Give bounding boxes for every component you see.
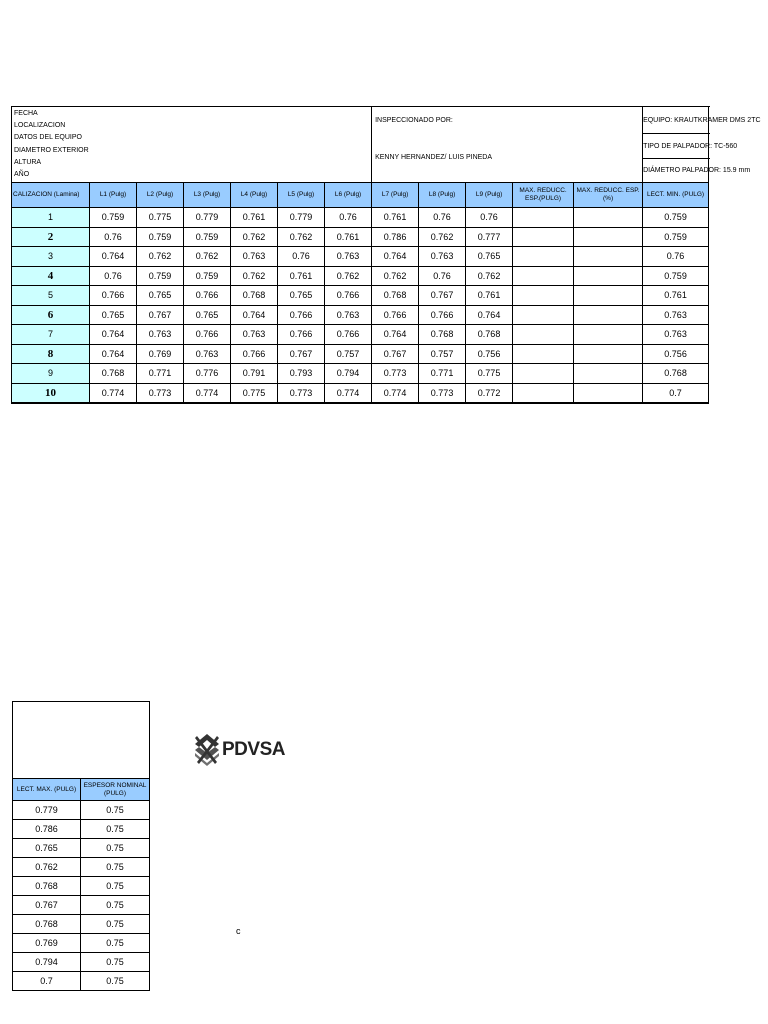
table-cell: 0.757	[325, 344, 372, 364]
pdvsa-logo-text: PDVSA	[222, 739, 285, 760]
table-cell: 0.775	[231, 383, 278, 403]
table-cell: 0.762	[137, 247, 184, 267]
column-header: L1 (Pulg)	[90, 183, 137, 208]
table-cell: 0.773	[372, 364, 419, 384]
table-cell: 0.76	[278, 247, 325, 267]
lower-table-row	[13, 896, 150, 915]
table-cell: 0.76	[90, 227, 137, 247]
lower-table-cell: 0.762	[13, 858, 81, 877]
table-cell: 0.766	[372, 305, 419, 325]
lower-table-cell: 0.75	[81, 953, 150, 972]
table-row	[12, 383, 709, 403]
table-cell: 0.759	[643, 208, 709, 228]
table-cell	[513, 208, 574, 228]
table-cell: 0.759	[643, 266, 709, 286]
table-cell: 0.768	[643, 364, 709, 384]
column-header: L9 (Pulg)	[466, 183, 513, 208]
lower-table-row	[13, 934, 150, 953]
table-cell	[513, 247, 574, 267]
table-cell	[513, 383, 574, 403]
table-cell: 0.766	[278, 305, 325, 325]
lower-table-cell: 0.769	[13, 934, 81, 953]
table-cell: 0.766	[325, 286, 372, 306]
table-cell: 0.764	[466, 305, 513, 325]
table-cell	[513, 286, 574, 306]
table-cell: 0.768	[372, 286, 419, 306]
column-header: L2 (Pulg)	[137, 183, 184, 208]
pdvsa-logo-icon	[195, 734, 219, 766]
table-cell	[513, 364, 574, 384]
lower-column-header: ESPESOR NOMINAL (PULG)	[81, 779, 150, 801]
table-cell: 0.76	[419, 208, 466, 228]
table-cell: 0.766	[184, 325, 231, 345]
label-diametro-exterior: DIAMETRO EXTERIOR	[14, 146, 89, 154]
table-cell: 0.767	[278, 344, 325, 364]
lower-table-row	[13, 801, 150, 820]
table-cell: 0.757	[419, 344, 466, 364]
table-cell: 0.7	[643, 383, 709, 403]
table-cell: 0.777	[466, 227, 513, 247]
table-cell: 0.776	[184, 364, 231, 384]
inspectors-names: KENNY HERNANDEZ/ LUIS PINEDA	[372, 134, 643, 183]
table-cell: 0.774	[372, 383, 419, 403]
table-row	[12, 305, 709, 325]
table-cell	[513, 305, 574, 325]
table-cell: 0.794	[325, 364, 372, 384]
table-cell: 0.775	[137, 208, 184, 228]
table-cell: 0.76	[90, 266, 137, 286]
lower-table-cell: 0.767	[13, 896, 81, 915]
lower-table-cell: 0.768	[13, 915, 81, 934]
table-row	[12, 325, 709, 345]
table-cell: 0.767	[137, 305, 184, 325]
table-row	[12, 247, 709, 267]
table-cell: 0.761	[643, 286, 709, 306]
row-index-cell: 10	[12, 383, 90, 403]
table-cell: 0.761	[278, 266, 325, 286]
table-cell: 0.769	[137, 344, 184, 364]
table-cell: 0.779	[184, 208, 231, 228]
stray-text: c	[236, 926, 241, 936]
table-cell: 0.766	[325, 325, 372, 345]
table-cell: 0.762	[419, 227, 466, 247]
table-cell: 0.762	[231, 227, 278, 247]
table-cell: 0.756	[643, 344, 709, 364]
row-index-cell: 3	[12, 247, 90, 267]
table-cell: 0.763	[137, 325, 184, 345]
table-cell: 0.763	[643, 305, 709, 325]
table-cell: 0.773	[137, 383, 184, 403]
table-cell	[574, 208, 643, 228]
table-cell: 0.774	[325, 383, 372, 403]
table-row	[12, 364, 709, 384]
row-index-cell: 9	[12, 364, 90, 384]
table-cell	[574, 325, 643, 345]
probe-diameter-label: DIÁMETRO PALPADOR: 15.9 mm	[643, 159, 709, 183]
table-cell: 0.759	[184, 227, 231, 247]
label-datos-equipo: DATOS DEL EQUIPO	[14, 134, 82, 142]
column-header: L5 (Pulg)	[278, 183, 325, 208]
max-reading-table	[12, 701, 150, 991]
table-cell: 0.772	[466, 383, 513, 403]
table-cell	[574, 364, 643, 384]
table-cell: 0.786	[372, 227, 419, 247]
lower-table-cell: 0.765	[13, 839, 81, 858]
table-cell: 0.768	[466, 325, 513, 345]
table-cell: 0.761	[372, 208, 419, 228]
table-cell: 0.773	[419, 383, 466, 403]
table-cell: 0.764	[90, 344, 137, 364]
lower-column-header: LECT. MAX. (PULG)	[13, 779, 81, 801]
table-cell	[574, 305, 643, 325]
lower-table-row	[13, 877, 150, 896]
table-cell: 0.768	[90, 364, 137, 384]
table-cell: 0.76	[419, 266, 466, 286]
table-cell: 0.771	[137, 364, 184, 384]
table-cell: 0.779	[278, 208, 325, 228]
table-cell: 0.761	[466, 286, 513, 306]
table-cell	[574, 266, 643, 286]
lower-table-cell: 0.75	[81, 896, 150, 915]
table-cell	[574, 227, 643, 247]
table-cell: 0.762	[184, 247, 231, 267]
lower-table-cell: 0.794	[13, 953, 81, 972]
table-cell	[574, 247, 643, 267]
table-row	[12, 208, 709, 228]
table-cell	[513, 325, 574, 345]
table-cell: 0.762	[466, 266, 513, 286]
table-cell: 0.756	[466, 344, 513, 364]
table-cell: 0.766	[90, 286, 137, 306]
column-header: MAX. REDUCC. ESP. (%)	[574, 183, 643, 208]
label-ano: AÑO	[14, 171, 30, 179]
lower-table-cell: 0.75	[81, 839, 150, 858]
lower-table-row	[13, 915, 150, 934]
table-row	[12, 344, 709, 364]
label-localizacion: LOCALIZACION	[14, 122, 66, 130]
lower-table-cell: 0.7	[13, 972, 81, 991]
table-cell	[574, 344, 643, 364]
row-index-cell: 5	[12, 286, 90, 306]
probe-type-label: TIPO DE PALPADOR: TC-560	[643, 134, 709, 159]
table-cell: 0.759	[643, 227, 709, 247]
pdvsa-logo	[195, 734, 285, 766]
table-cell: 0.763	[643, 325, 709, 345]
table-row	[12, 286, 709, 306]
label-altura: ALTURA	[14, 158, 42, 166]
table-cell	[513, 266, 574, 286]
table-cell: 0.766	[419, 305, 466, 325]
table-cell: 0.764	[90, 325, 137, 345]
lower-table-row	[13, 953, 150, 972]
table-cell: 0.759	[137, 227, 184, 247]
table-cell: 0.762	[231, 266, 278, 286]
table-cell: 0.766	[184, 286, 231, 306]
lower-table-row	[13, 972, 150, 991]
table-cell	[574, 383, 643, 403]
table-cell: 0.775	[466, 364, 513, 384]
row-index-cell: 7	[12, 325, 90, 345]
lower-table-cell: 0.75	[81, 858, 150, 877]
lower-table-row	[13, 839, 150, 858]
table-cell: 0.768	[419, 325, 466, 345]
column-header: LECT. MIN. (PULG)	[643, 183, 709, 208]
column-header: L7 (Pulg)	[372, 183, 419, 208]
table-cell: 0.763	[325, 305, 372, 325]
table-cell: 0.76	[643, 247, 709, 267]
table-cell: 0.763	[184, 344, 231, 364]
column-header: L8 (Pulg)	[419, 183, 466, 208]
table-cell: 0.766	[231, 344, 278, 364]
column-header: L4 (Pulg)	[231, 183, 278, 208]
table-cell: 0.764	[90, 247, 137, 267]
equipment-label: EQUIPO: KRAUTKRAMER DMS 2TC	[643, 107, 709, 134]
lower-table-cell: 0.75	[81, 972, 150, 991]
row-index-cell: 2	[12, 227, 90, 247]
table-cell: 0.764	[231, 305, 278, 325]
table-cell: 0.767	[419, 286, 466, 306]
table-cell: 0.765	[90, 305, 137, 325]
table-row	[12, 227, 709, 247]
table-cell: 0.791	[231, 364, 278, 384]
table-cell: 0.766	[278, 325, 325, 345]
lower-table-cell: 0.75	[81, 820, 150, 839]
table-cell: 0.76	[325, 208, 372, 228]
table-cell: 0.759	[90, 208, 137, 228]
table-cell: 0.76	[466, 208, 513, 228]
table-cell: 0.773	[278, 383, 325, 403]
column-header: CALIZACION (Lamina)	[12, 183, 90, 208]
table-cell: 0.759	[184, 266, 231, 286]
table-cell: 0.763	[231, 325, 278, 345]
table-row	[12, 266, 709, 286]
row-index-cell: 6	[12, 305, 90, 325]
lower-table-cell: 0.779	[13, 801, 81, 820]
table-cell: 0.761	[231, 208, 278, 228]
table-cell: 0.761	[325, 227, 372, 247]
table-cell	[574, 286, 643, 306]
table-cell: 0.771	[419, 364, 466, 384]
column-header: MAX. REDUCC. ESP.(PULG)	[513, 183, 574, 208]
table-cell: 0.763	[325, 247, 372, 267]
table-cell: 0.793	[278, 364, 325, 384]
inspection-table	[11, 106, 761, 404]
table-cell: 0.762	[325, 266, 372, 286]
table-cell: 0.763	[231, 247, 278, 267]
label-fecha: FECHA	[14, 110, 38, 117]
table-cell: 0.774	[184, 383, 231, 403]
table-cell: 0.765	[466, 247, 513, 267]
lower-table-cell: 0.75	[81, 934, 150, 953]
lower-table-cell: 0.75	[81, 801, 150, 820]
table-cell	[513, 344, 574, 364]
blank-cell	[13, 702, 150, 779]
lower-table-row	[13, 820, 150, 839]
lower-table-row	[13, 858, 150, 877]
table-cell: 0.762	[278, 227, 325, 247]
header-info-labels	[12, 107, 372, 183]
table-cell: 0.759	[137, 266, 184, 286]
row-index-cell: 4	[12, 266, 90, 286]
table-cell: 0.762	[372, 266, 419, 286]
table-cell: 0.765	[184, 305, 231, 325]
table-cell	[513, 227, 574, 247]
table-cell: 0.763	[419, 247, 466, 267]
lower-table-cell: 0.75	[81, 877, 150, 896]
lower-table-cell: 0.75	[81, 915, 150, 934]
table-cell: 0.768	[231, 286, 278, 306]
table-cell: 0.764	[372, 247, 419, 267]
lower-table-cell: 0.768	[13, 877, 81, 896]
table-cell: 0.774	[90, 383, 137, 403]
column-header: L3 (Pulg)	[184, 183, 231, 208]
row-index-cell: 8	[12, 344, 90, 364]
table-cell: 0.765	[278, 286, 325, 306]
lower-table-cell: 0.786	[13, 820, 81, 839]
table-cell: 0.764	[372, 325, 419, 345]
inspected-by-label: INSPECCIONADO POR:	[372, 107, 643, 134]
column-header: L6 (Pulg)	[325, 183, 372, 208]
table-cell: 0.767	[372, 344, 419, 364]
row-index-cell: 1	[12, 208, 90, 228]
table-cell: 0.765	[137, 286, 184, 306]
